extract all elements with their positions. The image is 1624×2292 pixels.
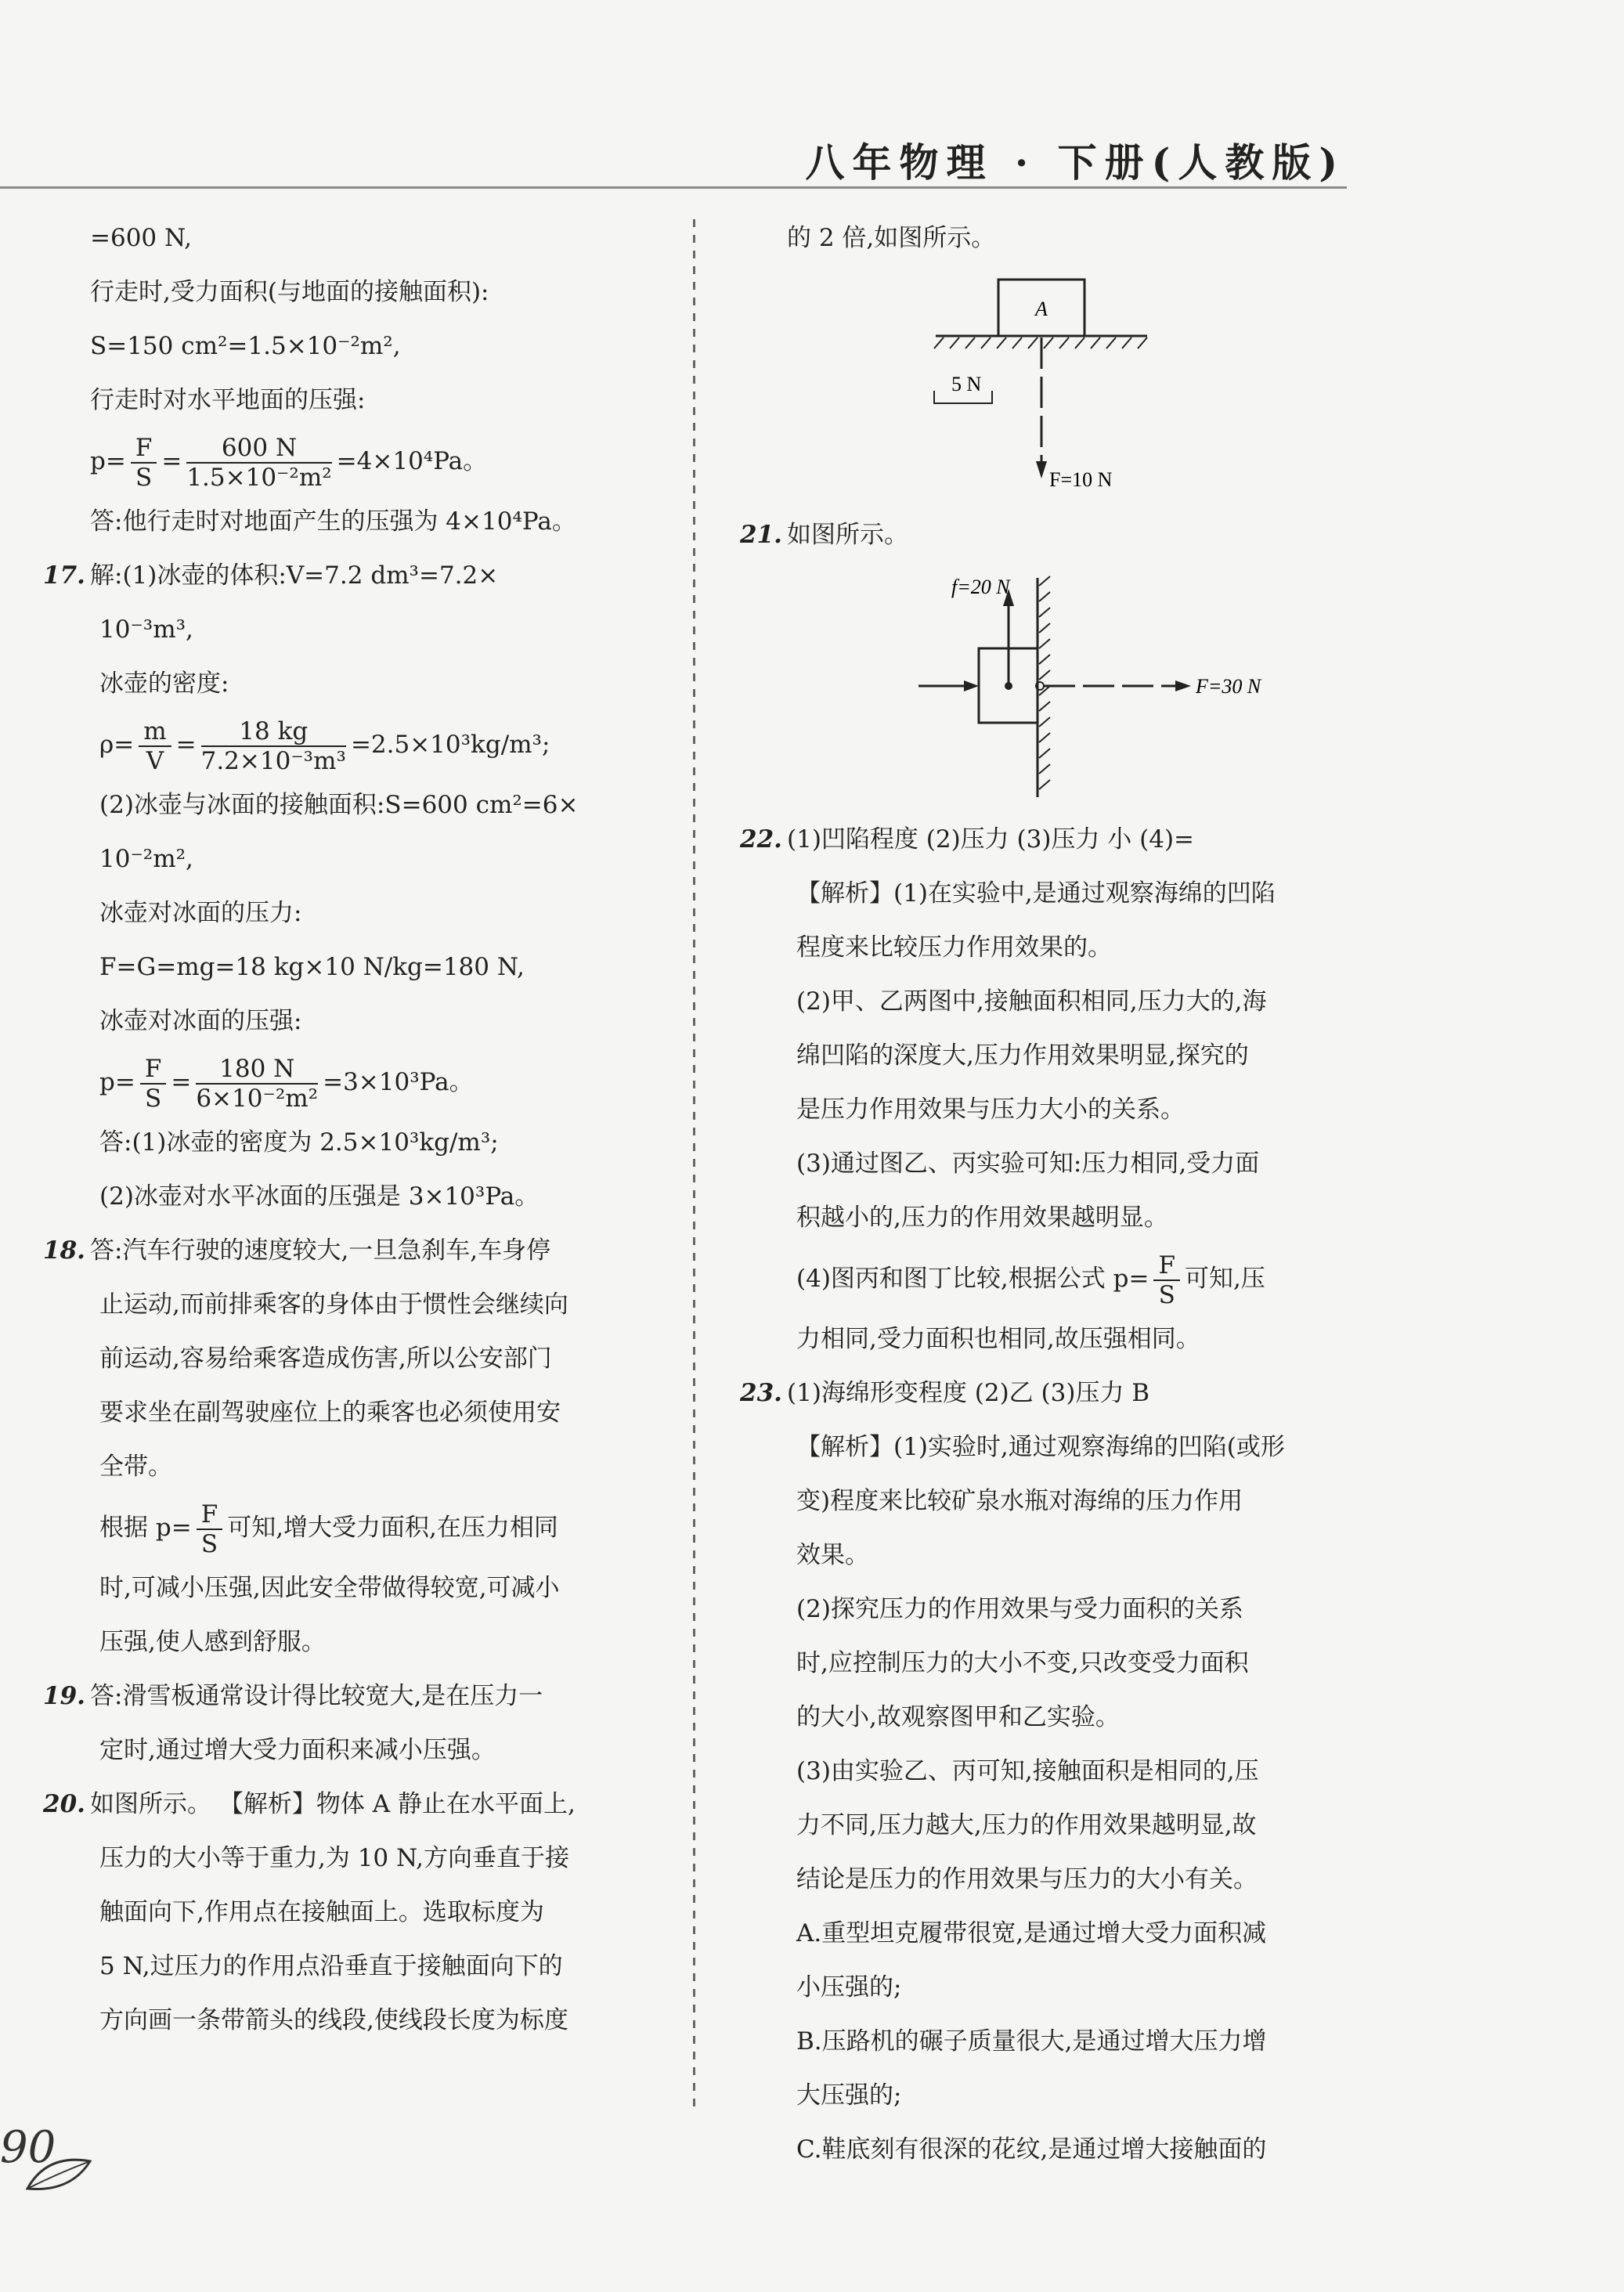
- leaf-icon: [23, 2149, 94, 2196]
- formula-pressure-walk: p= $\frac{F}{S}$ = $\frac{600 N}{\text{1.5×10⁻²m²}}$ =4×10⁴Pa。: [90, 433, 488, 492]
- formula-density: ρ= $\frac{m}{V}$ = $\frac{18 kg}{\text{7.2×10⁻³m³}}$ =2.5×10³kg/m³;: [99, 716, 550, 775]
- figure-20-diagram: [787, 273, 1351, 500]
- formula-line: 根据 p= $\frac{F}{S}$ 可知,增大受力面积,在压力相同: [99, 1500, 558, 1558]
- header-rule: [0, 186, 1347, 189]
- text-line: 行走时对水平地面的压强:: [90, 386, 366, 414]
- question-number: 19.: [43, 1682, 85, 1710]
- block-label: A: [1035, 298, 1048, 320]
- text-line: S=150 cm²=1.5×10⁻²m²,: [90, 332, 401, 360]
- right-column: 的 2 倍,如图所示。 A F=10 N 5 N 21. 如图所示。 f=20 N F=30 N 22. (1)凹陷程度 (2)压力 (3)压力 小 (4)= 【解析】(1)在实验中,是通过观察海绵的凹陷 程度来比较压力作用效果的。 (2)甲、乙两图中,接触面积相同,压力大的,海 绵凹陷的深度大,压力作用效果明显,探究的 是压力作用效果与压力大小的关系。 (3)通过图乙、丙实验可知:压力相同,受力面 积越小的,压力的作用效果越明显。 (4)图丙和图丁比较,根据公式 p= $\frac{F}{S}$ 可知,压 力相同,受力面积也相同,故压强相同。 23. (1)海绵形变程度 (2)乙 (3)压力 B 【解析】(1)实验时,通过观察海绵的凹陷(或形 变)程度来比较矿泉水瓶对海绵的压力作用 效果。 (2)探究压力的作用效果与受力面积的关系 时,应控制压力的大小不变,只改变受力面积 的大小,故观察图甲和乙实验。 (3)由实验乙、丙可知,接触面积是相同的,压 力不同,压力越大,压力的作用效果越明显,故 结论是压力的作用效果与压力的大小有关。 A.重型坦克履带很宽,是通过增大受力面积减 小压强的; B.压路机的碾子质量很大,是通过增大压力增 大压强的; C.鞋底刻有很深的花纹,是通过增大接触面的: [787, 211, 1351, 2177]
- text-line: 答:他行走时对地面产生的压强为 4×10⁴Pa。: [90, 507, 576, 536]
- formula-line: (4)图丙和图丁比较,根据公式 p= $\frac{F}{S}$ 可知,压: [796, 1251, 1265, 1309]
- question-number: 17.: [43, 561, 85, 590]
- formula-pressure-ice: p= $\frac{F}{S}$ = $\frac{180 N}{\text{6×10⁻²m²}}$ =3×10³Pa。: [99, 1054, 474, 1113]
- page-header-title: 八年物理 · 下册(人教版): [805, 139, 1345, 186]
- text-line: =600 N,: [90, 224, 192, 252]
- page-number: 90: [0, 2122, 56, 2173]
- column-divider: [689, 219, 698, 2114]
- question-number: 22.: [740, 825, 782, 854]
- left-column: =600 N, 行走时,受力面积(与地面的接触面积): S=150 cm²=1.5×10⁻²m², 行走时对水平地面的压强: p= $\frac{F}{S}$ = $\frac{600 N}{\text{1.5×10⁻²m²}}$ =4×10⁴Pa。 答:他行走时对地面产生的压强为 4×10⁴Pa。 17. 解:(1)冰壶的体积:V=7.2 dm³=7.2× 10⁻³m³, 冰壶的密度: ρ= $\frac{m}{V}$ = $\frac{18 kg}{\text{7.2×10⁻³m³}}$ =2.5×10³kg/m³; (2)冰壶与冰面的接触面积:S=600 cm²=6× 10⁻²m², 冰壶对冰面的压力: F=G=mg=18 kg×10 N/kg=180 N, 冰壶对冰面的压强: p= $\frac{F}{S}$ = $\frac{180 N}{\text{6×10⁻²m²}}$ =3×10³Pa。 答:(1)冰壶的密度为 2.5×10³kg/m³; (2)冰壶对水平冰面的压强是 3×10³Pa。 18. 答:汽车行驶的速度较大,一旦急刹车,车身停 止运动,而前排乘客的身体由于惯性会继续向 前运动,容易给乘客造成伤害,所以公安部门 要求坐在副驾驶座位上的乘客也必须使用安 全带。 根据 p= $\frac{F}{S}$ 可知,增大受力面积,在压力相同 时,可减小压强,因此安全带做得较宽,可减小 压强,使人感到舒服。 19. 答:滑雪板通常设计得比较宽大,是在压力一 定时,通过增大受力面积来减小压强。 20. 如图所示。 【解析】物体 A 静止在水平面上, 压力的大小等于重力,为 10 N,方向垂直于接 触面向下,作用点在接触面上。选取标度为 5 N,过压力的作用点沿垂直于接触面向下的 方向画一条带箭头的线段,使线段长度为标度: [90, 211, 654, 2048]
- scale-label: 5 N: [951, 373, 982, 395]
- question-number: 21.: [740, 521, 782, 549]
- question-number: 18.: [43, 1236, 85, 1265]
- figure-21-diagram: [787, 570, 1351, 805]
- force-label: F=10 N: [1049, 468, 1113, 491]
- question-number: 23.: [740, 1379, 782, 1407]
- applied-force-label: F=30 N: [1196, 675, 1261, 698]
- text-line: 行走时,受力面积(与地面的接触面积):: [90, 278, 489, 306]
- question-number: 20.: [43, 1790, 85, 1818]
- friction-label: f=20 N: [951, 576, 1010, 598]
